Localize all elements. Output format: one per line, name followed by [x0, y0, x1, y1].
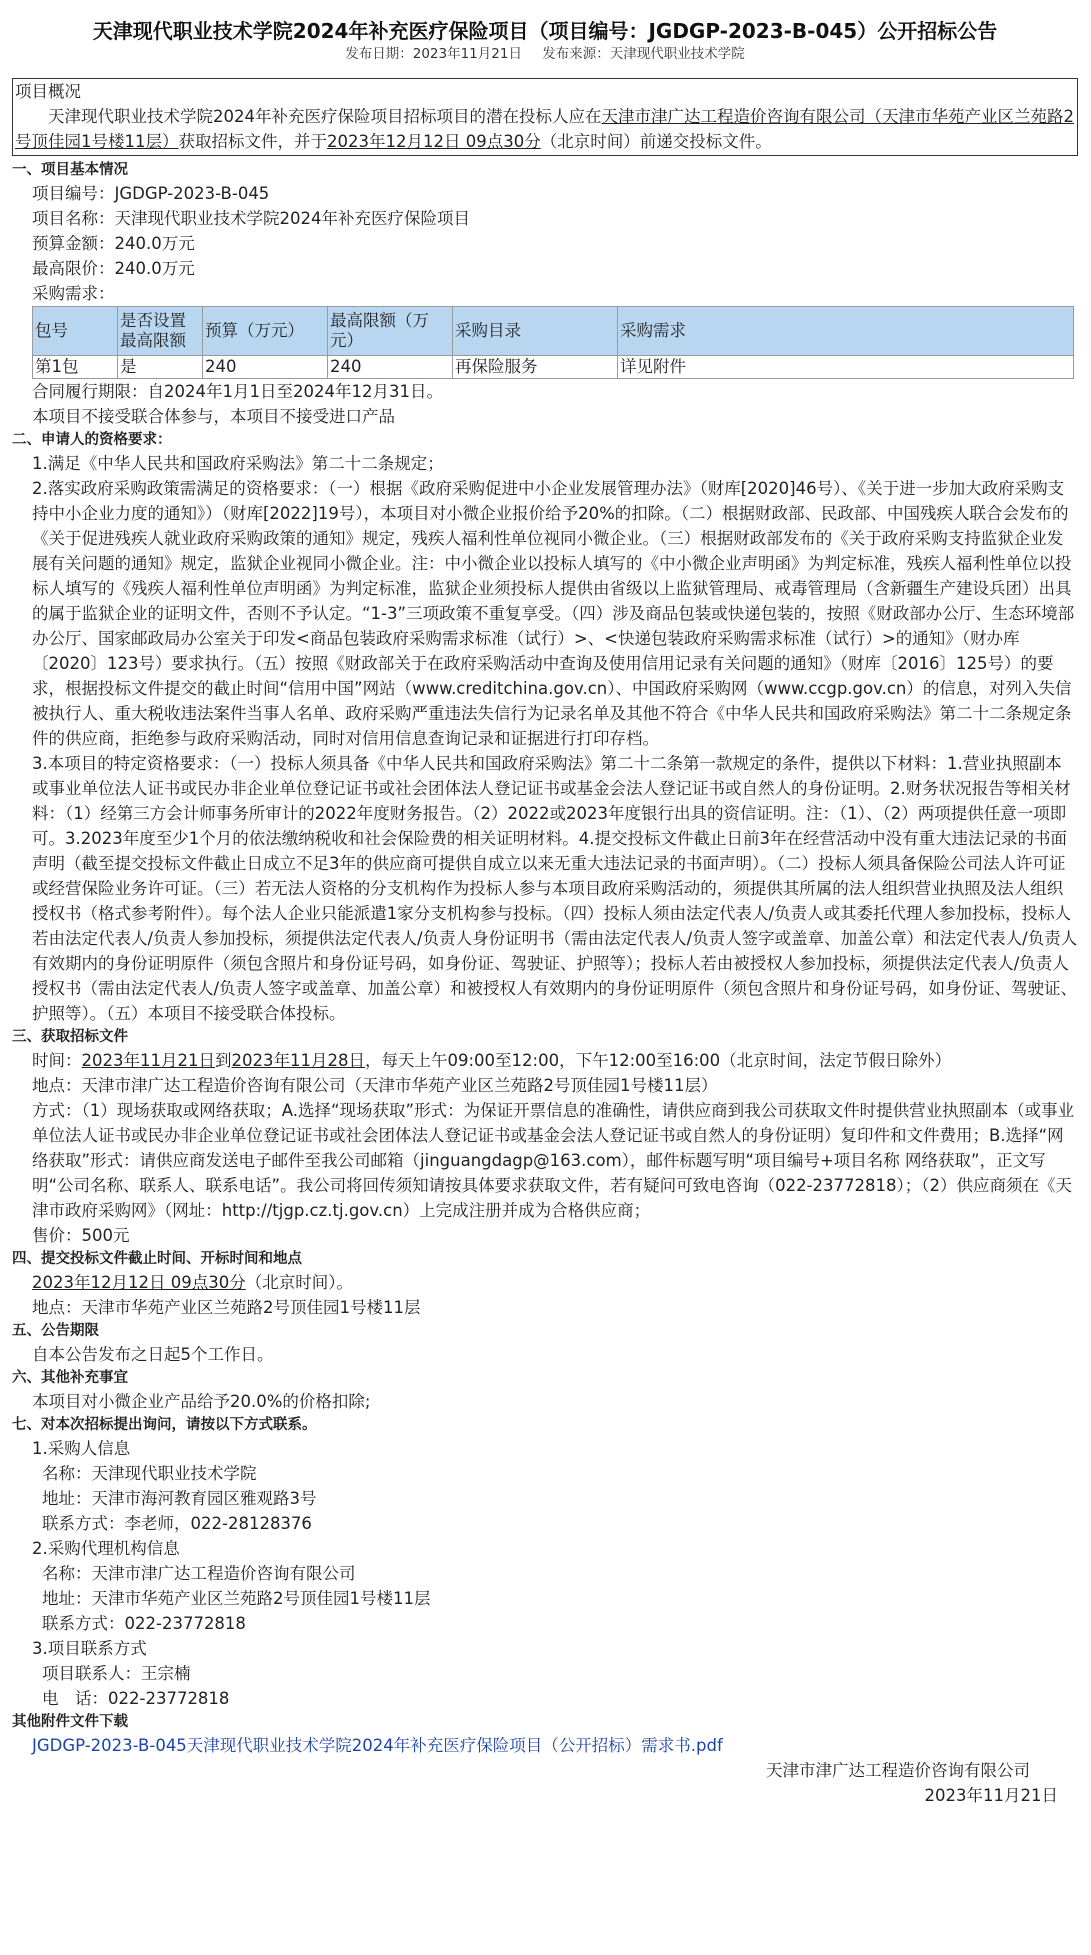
- overview-text-part: （北京时间）前递交投标文件。: [540, 132, 772, 151]
- obtain-time-to: 到: [214, 1051, 232, 1070]
- overview-deadline: 2023年12月12日 09点30分: [327, 132, 541, 151]
- contact-group-title: 1.采购人信息: [32, 1439, 131, 1458]
- table-cell: 240: [203, 356, 328, 379]
- section-heading: 一、项目基本情况: [12, 162, 128, 178]
- obtain-time: [12, 1048, 1078, 1073]
- section-heading: 六、其他补充事宜: [12, 1370, 128, 1386]
- col-header: 包号: [33, 307, 118, 356]
- bid-deadline-suffix: （北京时间）。: [245, 1273, 353, 1292]
- max-price: 最高限价：240.0万元: [32, 259, 195, 278]
- overview-heading: 项目概况: [15, 82, 81, 101]
- overview-text-part: 天津现代职业技术学院2024年补充医疗保险项目招标项目的潜在投标人应在: [48, 107, 602, 126]
- table-cell: 是: [118, 356, 203, 379]
- footer-org: 天津市津广达工程造价咨询有限公司: [766, 1761, 1030, 1780]
- budget-amount: 预算金额：240.0万元: [32, 234, 195, 253]
- procurement-table: [32, 306, 1074, 379]
- buyer-address: 地址：天津市海河教育园区雅观路3号: [42, 1489, 317, 1508]
- project-contact-phone: 电 话：022-23772818: [42, 1689, 230, 1708]
- table-cell: 240: [328, 356, 453, 379]
- section-heading: 七、对本次招标提出询问，请按以下方式联系。: [12, 1417, 317, 1433]
- col-header: 最高限额（万元）: [328, 307, 453, 356]
- qualification-2: 2.落实政府采购政策需满足的资格要求：（一）根据《政府采购促进中小企业发展管理办法》（财库[2020]46号）、《关于进一步加大政府采购支持中小企业力度的通知》）（财库[2022]19号），本项目对小微企业报价给予20%的扣除。（二）根据财政部、民政部、中国残疾人联合会发布的《关于促进残疾人就业政府采购政策的通知》规定，残疾人福利性单位视同小微企业。（三）根据财政部发布的《关于政府采购支持监狱企业发展有关问题的通知》规定，监狱企业视同小微企业。注：中小微企业以投标人填写的《中小微企业声明函》为判定标准，残疾人福利性单位以投标人填写的《残疾人福利性单位声明函》为判定标准，监狱企业须投标人提供由省级以上监狱管理局、戒毒管理局（含新疆生产建设兵团）出具的属于监狱企业的证明文件，否则不予认定。“1-3”三项政策不重复享受。（四）涉及商品包装或快递包装的，按照《财政部办公厅、生态环境部办公厅、国家邮政局办公室关于印发<商品包装政府采购需求标准（试行）>、<快递包装政府采购需求标准（试行）>的通知》（财办库〔2020〕123号）要求执行。（五）按照《财政部关于在政府采购活动中查询及使用信用记录有关问题的通知》（财库〔2016〕125号）的要求，根据投标文件提交的截止时间“信用中国”网站（www.creditchina.gov.cn）、中国政府采购网（www.ccgp.gov.cn）的信息，对列入失信被执行人、重大税收违法案件当事人名单、政府采购严重违法失信行为记录名单及其他不符合《中华人民共和国政府采购法》第二十二条规定条件的供应商，拒绝参与政府采购活动，同时对信用信息查询记录和证据进行打印存档。: [32, 479, 1075, 748]
- obtain-end-date: 2023年11月28日: [231, 1051, 365, 1070]
- qualification-1: 1.满足《中华人民共和国政府采购法》第二十二条规定；: [32, 454, 444, 473]
- obtain-price: 售价：500元: [32, 1226, 130, 1245]
- obtain-method: 方式：（1）现场获取或网络获取；A.选择“现场获取”形式：为保证开票信息的准确性，请供应商到我公司获取文件时提供营业执照副本（或事业单位法人证书或民办非企业单位登记证书或社会团体法人登记证书或基金会法人登记证书或自然人的身份证明）复印件和文件费用；B.选择“网络获取”形式：请供应商发送电子邮件至我公司邮箱（jinguangdagp@163.com），邮件标题写明“项目编号+项目名称 网络获取”，正文写明“公司名称、联系人、联系电话”。我公司将回传须知请按具体要求获取文件，若有疑问可致电咨询（022-23772818）；（2）供应商须在《天津市政府采购网》（网址：http://tjgp.cz.tj.gov.cn）上完成注册并成为合格供应商；: [32, 1101, 1075, 1220]
- overview-text-part: 获取招标文件，并于: [178, 132, 327, 151]
- project-contact-person: 项目联系人：王宗楠: [42, 1664, 191, 1683]
- table-cell: 再保险服务: [453, 356, 618, 379]
- publish-date: 发布日期：2023年11月21日: [345, 46, 522, 62]
- contact-group-title: 3.项目联系方式: [32, 1639, 147, 1658]
- agency-address: 地址：天津市华苑产业区兰苑路2号顶佳园1号楼11层: [42, 1589, 431, 1608]
- table-cell: 详见附件: [618, 356, 1074, 379]
- section-heading: 二、申请人的资格要求：: [12, 432, 172, 448]
- section-heading: 三、获取招标文件: [12, 1029, 128, 1045]
- contact-group-title: 2.采购代理机构信息: [32, 1539, 180, 1558]
- table-row: [33, 356, 1074, 379]
- agency-name: 名称：天津市津广达工程造价咨询有限公司: [42, 1564, 356, 1583]
- notice-period: 自本公告发布之日起5个工作日。: [32, 1345, 274, 1364]
- announcement: [12, 0, 1078, 1808]
- agency-contact: 联系方式：022-23772818: [42, 1614, 246, 1633]
- project-overview-box: [12, 78, 1078, 156]
- footer-date: 2023年11月21日: [924, 1786, 1058, 1805]
- bid-deadline-date: 2023年12月12日 09点30分: [32, 1273, 246, 1292]
- col-header: 预算（万元）: [203, 307, 328, 356]
- bid-deadline: [12, 1270, 1078, 1295]
- obtain-hours: ，每天上午09:00至12:00，下午12:00至16:00（北京时间，法定节假日除外）: [364, 1051, 952, 1070]
- project-name: 项目名称：天津现代职业技术学院2024年补充医疗保险项目: [32, 209, 470, 228]
- obtain-time-label: 时间：: [32, 1051, 82, 1070]
- page-title: 天津现代职业技术学院2024年补充医疗保险项目（项目编号：JGDGP-2023-B-045）公开招标公告: [92, 19, 998, 43]
- section-heading: 四、提交投标文件截止时间、开标时间和地点: [12, 1251, 302, 1267]
- publish-source: 发布来源：天津现代职业技术学院: [542, 46, 745, 62]
- attachment-download-link[interactable]: JGDGP-2023-B-045天津现代职业技术学院2024年补充医疗保险项目（公开招标）需求书.pdf: [32, 1736, 723, 1755]
- col-header: 是否设置最高限额: [118, 307, 203, 356]
- project-number: 项目编号：JGDGP-2023-B-045: [32, 184, 270, 203]
- publish-meta: [12, 44, 1078, 64]
- buyer-contact: 联系方式：李老师，022-28128376: [42, 1514, 312, 1533]
- obtain-start-date: 2023年11月21日: [81, 1051, 215, 1070]
- section-heading: 五、公告期限: [12, 1323, 99, 1339]
- supplementary-note: 本项目对小微企业产品给予20.0%的价格扣除;: [32, 1392, 371, 1411]
- bid-place: 地点：天津市华苑产业区兰苑路2号顶佳园1号楼11层: [32, 1298, 421, 1317]
- attachments-heading: 其他附件文件下载: [12, 1714, 128, 1730]
- col-header: 采购目录: [453, 307, 618, 356]
- contract-period: 合同履行期限：自2024年1月1日至2024年12月31日。: [32, 382, 443, 401]
- col-header: 采购需求: [618, 307, 1074, 356]
- table-header-row: [33, 307, 1074, 356]
- qualification-3: 3.本项目的特定资格要求：（一）投标人须具备《中华人民共和国政府采购法》第二十二条第一款规定的条件，提供以下材料：1.营业执照副本或事业单位法人证书或民办非企业单位登记证书或社会团体法人登记证书或基金会法人登记证书或自然人的身份证明。2.财务状况报告等相关材料：（1）经第三方会计师事务所审计的2022年度财务报告。（2）2022或2023年度银行出具的资信证明。注：（1）、（2）两项提供任意一项即可。3.2023年度至少1个月的依法缴纳税收和社会保险费的相关证明材料。4.提交投标文件截止日前3年在经营活动中没有重大违法记录的书面声明（截至提交投标文件截止日成立不足3年的供应商可提供自成立以来无重大违法记录的书面声明）。（二）投标人须具备保险公司法人许可证或经营保险业务许可证。（三）若无法人资格的分支机构作为投标人参与本项目政府采购活动的，须提供其所属的法人组织营业执照及法人组织授权书（格式参考附件）。每个法人企业只能派遣1家分支机构参与投标。（四）投标人须由法定代表人/负责人或其委托代理人参加投标，投标人若由法定代表人/负责人参加投标，须提供法定代表人/负责人身份证明书（需由法定代表人/负责人签字或盖章、加盖公章）和法定代表人/负责人有效期内的身份证明原件（须包含照片和身份证号码，如身份证、驾驶证、护照等）；投标人若由被授权人参加投标，须提供法定代表人/负责人授权书（需由法定代表人/负责人签字或盖章、加盖公章）和被授权人有效期内的身份证明原件（须包含照片和身份证号码，如身份证、驾驶证、护照等）。（五）本项目不接受联合体投标。: [32, 754, 1078, 1023]
- buyer-name: 名称：天津现代职业技术学院: [42, 1464, 257, 1483]
- overview-text: [15, 104, 1074, 154]
- consortium-note: 本项目不接受联合体参与，本项目不接受进口产品: [32, 407, 395, 426]
- procurement-needs-label: 采购需求：: [32, 284, 115, 303]
- table-cell: 第1包: [33, 356, 118, 379]
- overview-place: 天津市津广达工程造价咨询有限公司（天津市华苑产业区兰苑路2号顶佳园1号楼11层）: [15, 107, 1074, 151]
- obtain-place: 地点：天津市津广达工程造价咨询有限公司（天津市华苑产业区兰苑路2号顶佳园1号楼11层）: [32, 1076, 718, 1095]
